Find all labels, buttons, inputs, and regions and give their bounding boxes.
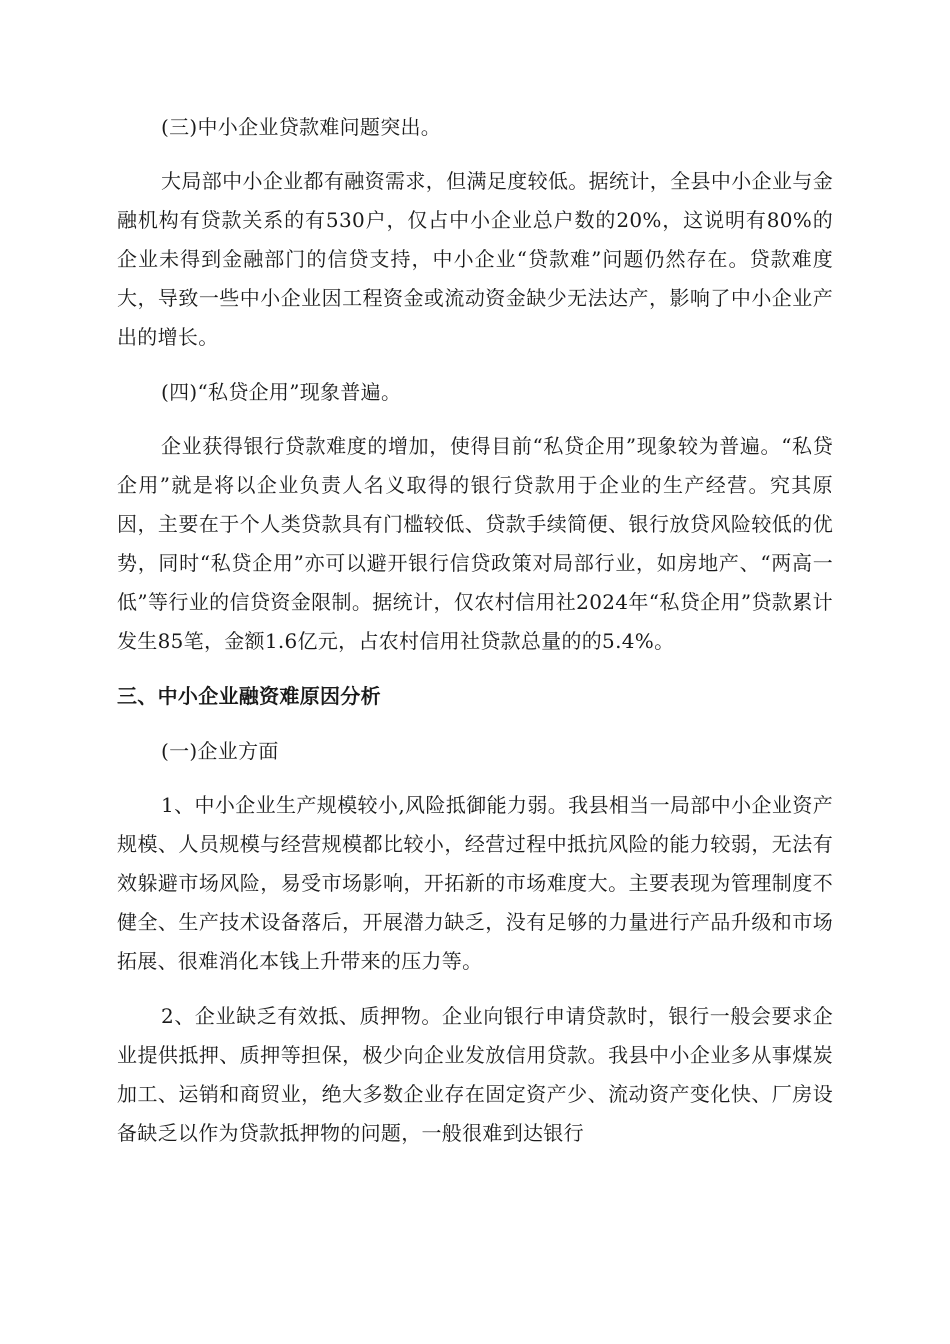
subsection-heading-1: (一)企业方面 [161, 739, 279, 763]
paragraph-point-2: 2、企业缺乏有效抵、质押物。企业向银行申请贷款时，银行一般会要求企业提供抵押、质押等担保，极少向企业发放信用贷款。我县中小企业多从事煤炭加工、运销和商贸业，绝大多数企业存在固定资产少、流动资产变化快、厂房设备缺乏以作为贷款抵押物的问题，一般很难到达银行 [117, 1004, 833, 1145]
paragraph-point-1: 1、中小企业生产规模较小,风险抵御能力弱。我县相当一局部中小企业资产规模、人员规模与经营规模都比较小，经营过程中抵抗风险的能力较弱，无法有效躲避市场风险，易受市场影响，开拓新的市场难度大。主要表现为管理制度不健全、生产技术设备落后，开展潜力缺乏，没有足够的力量进行产品升级和市场拓展、很难消化本钱上升带来的压力等。 [117, 793, 833, 973]
document-page [117, 108, 833, 1153]
paragraph-loan-difficulty: 大局部中小企业都有融资需求，但满足度较低。据统计，全县中小企业与金融机构有贷款关系的有530户，仅占中小企业总户数的20%，这说明有80%的企业未得到金融部门的信贷支持，中小企业“贷款难”问题仍然存在。贷款难度大，导致一些中小企业因工程资金或流动资金缺少无法达产，影响了中小企业产出的增长。 [117, 169, 833, 349]
subsection-heading-3: (三)中小企业贷款难问题突出。 [161, 115, 442, 139]
paragraph-private-loans: 企业获得银行贷款难度的增加，使得目前“私贷企用”现象较为普遍。“私贷企用”就是将以企业负责人名义取得的银行贷款用于企业的生产经营。究其原因，主要在于个人类贷款具有门槛较低、贷款手续简便、银行放贷风险较低的优势，同时“私贷企用”亦可以避开银行信贷政策对局部行业，如房地产、“两高一低”等行业的信贷资金限制。据统计，仅农村信用社2024年“私贷企用”贷款累计发生85笔，金额1.6亿元，占农村信用社贷款总量的的5.4%。 [117, 434, 833, 653]
section-heading-3: 三、中小企业融资难原因分析 [117, 684, 381, 708]
subsection-heading-4: (四)“私贷企用”现象普遍。 [161, 380, 402, 404]
